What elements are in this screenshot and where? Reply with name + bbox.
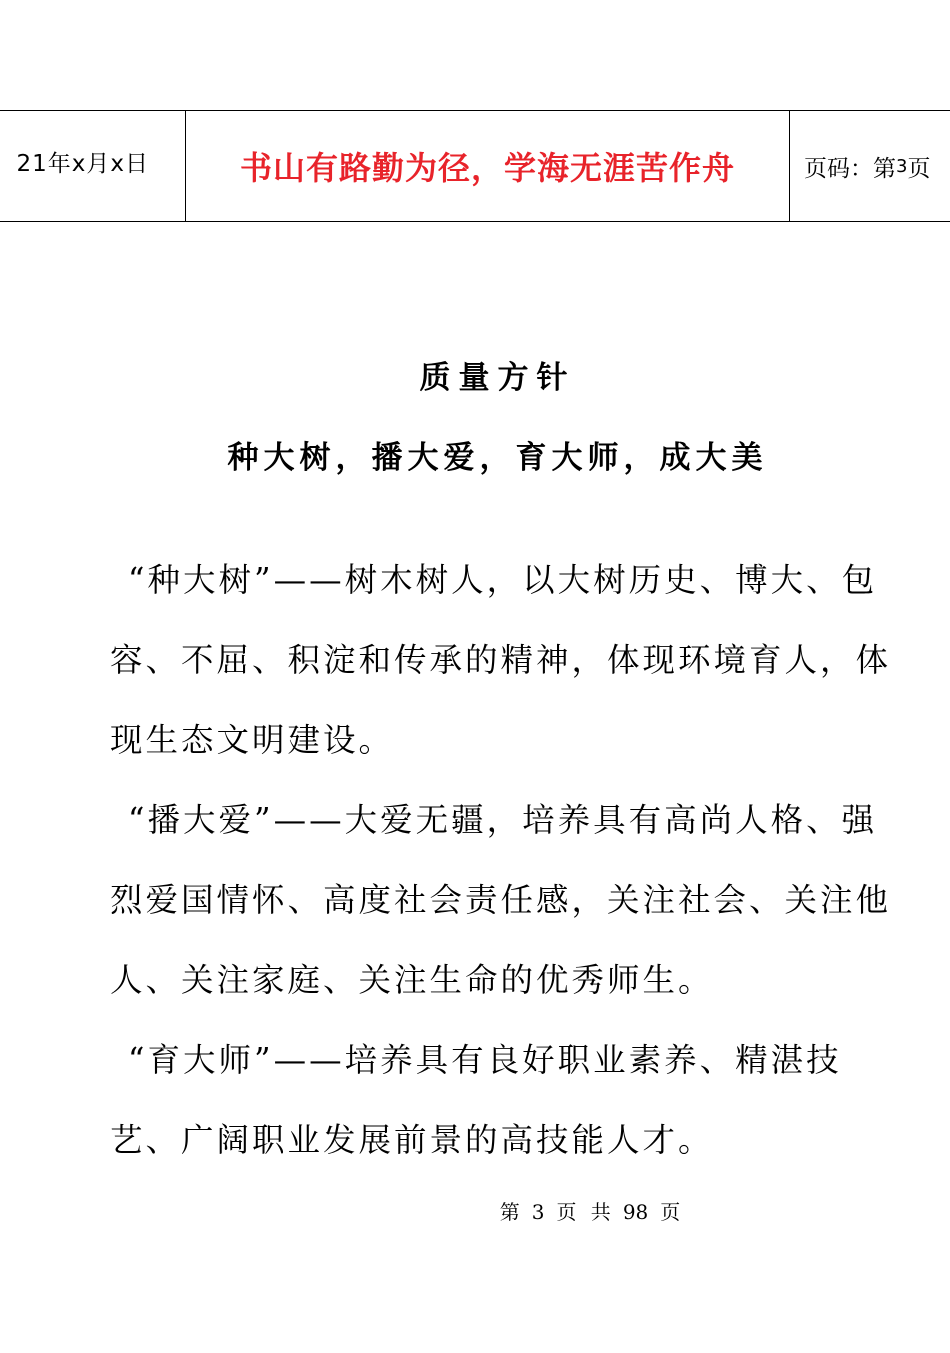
paragraph-plant-tree: “种大树”——树木树人，以大树历史、博大、包容、不屈、积淀和传承的精神，体现环境育人，体现生态文明建设。	[110, 561, 892, 759]
header-date: 21年x月x日	[0, 111, 186, 221]
header-page-suffix: 页	[907, 155, 931, 182]
document-title: 质量方针	[419, 360, 576, 396]
footer-total-pages: 98	[622, 1200, 649, 1224]
document-subtitle: 种大树，播大爱，育大师，成大美	[227, 440, 768, 476]
header-page-num: 3	[896, 155, 908, 177]
header-page-number	[790, 111, 950, 221]
footer-current-page: 3	[531, 1200, 545, 1224]
paragraph-nurture-masters: “育大师”——培养具有良好职业素养、精湛技艺、广阔职业发展前景的高技能人才。	[110, 1041, 842, 1159]
paragraph-spread-love: “播大爱”——大爱无疆，培养具有高尚人格、强烈爱国情怀、高度社会责任感，关注社会、关注他人、关注家庭、关注生命的优秀师生。	[110, 801, 892, 999]
footer-prefix: 第	[499, 1200, 520, 1224]
footer-middle: 页 共	[556, 1200, 611, 1224]
page-footer	[0, 1196, 950, 1225]
header-motto: 书山有路勤为径，学海无涯苦作舟	[186, 111, 790, 221]
header-page-label: 页码：第	[804, 155, 896, 182]
document-body	[110, 540, 900, 1180]
page-header	[0, 110, 950, 222]
footer-suffix: 页	[660, 1200, 681, 1224]
